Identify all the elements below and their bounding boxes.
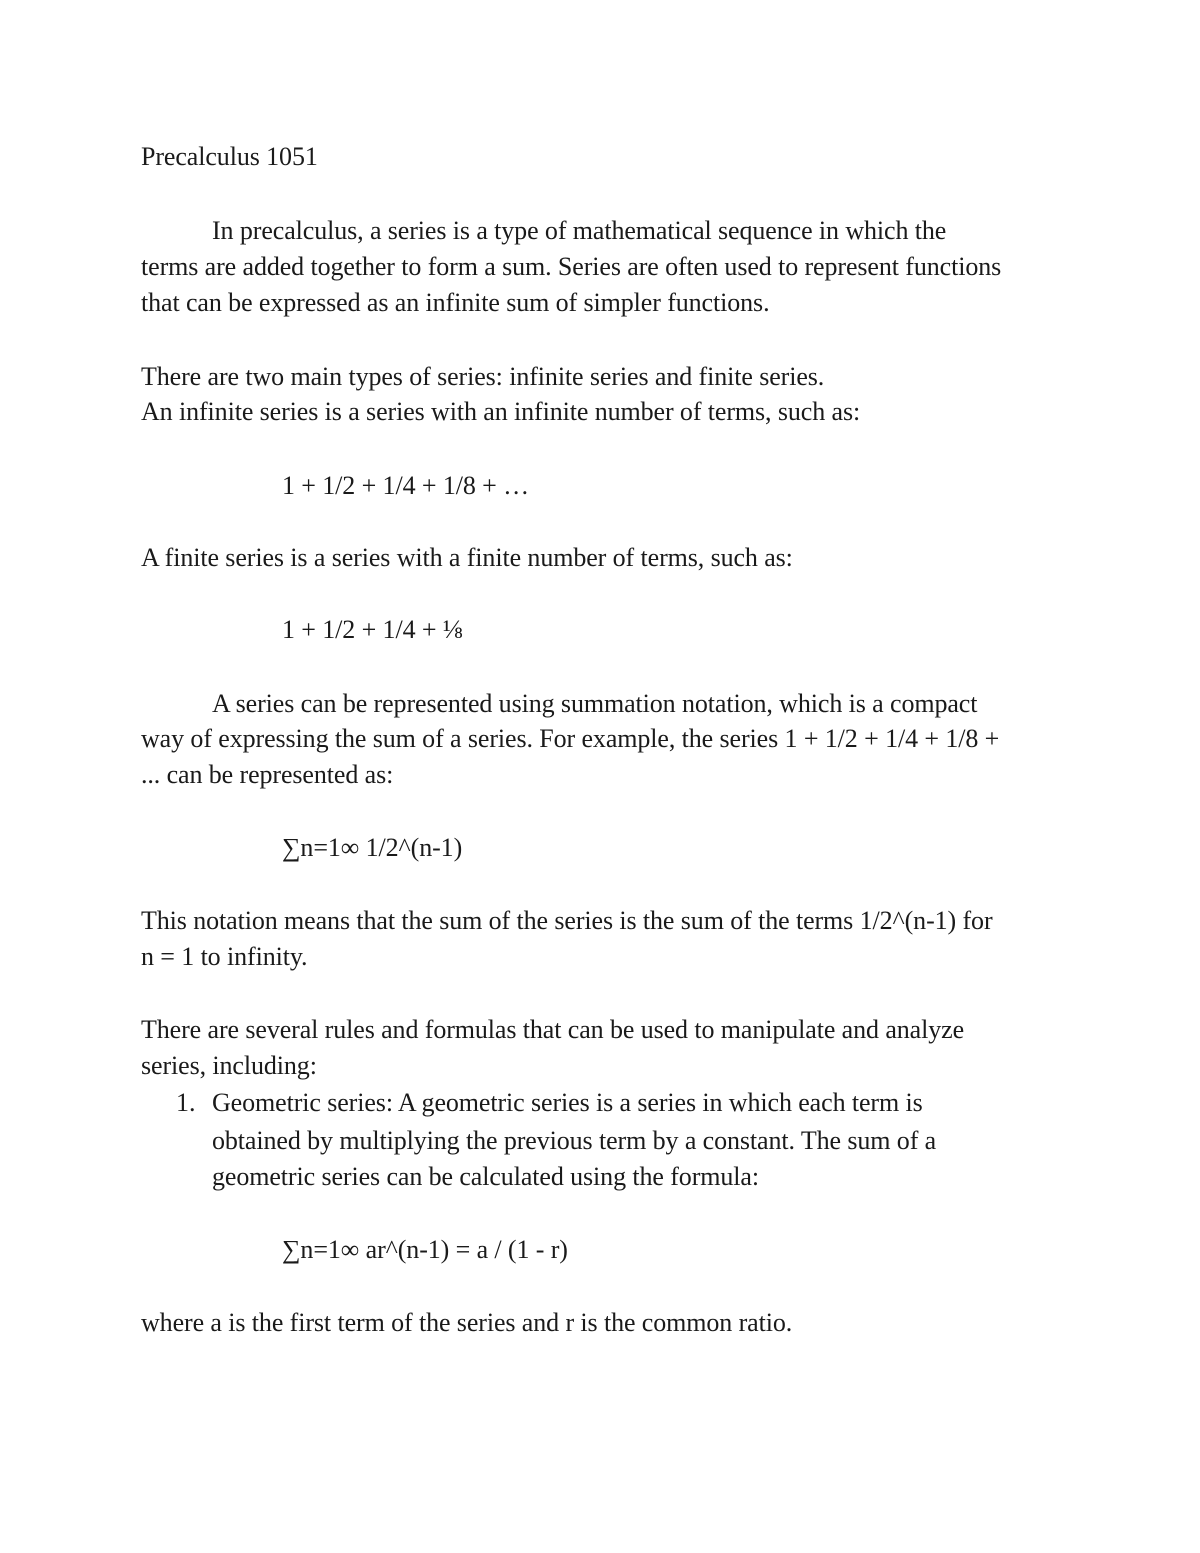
where-line: where a is the first term of the series and r is the common ratio.: [141, 1308, 793, 1337]
intro-line-3: that can be expressed as an infinite sum of simpler functions.: [141, 288, 770, 317]
intro-line-2: terms are added together to form a sum. Series are often used to represent functions: [141, 252, 1002, 281]
types-line: There are two main types of series: infinite series and finite series.: [141, 362, 825, 391]
geometric-formula: ∑n=1∞ ar^(n-1) = a / (1 - r): [282, 1235, 568, 1264]
document-title: Precalculus 1051: [141, 142, 318, 171]
finite-series-line: A finite series is a series with a finite number of terms, such as:: [141, 543, 793, 572]
infinite-series-example: 1 + 1/2 + 1/4 + 1/8 + …: [282, 471, 530, 500]
list-item-line-1: Geometric series: A geometric series is a series in which each term is: [212, 1088, 923, 1117]
notation-line-1: This notation means that the sum of the series is the sum of the terms 1/2^(n-1) for: [141, 906, 993, 935]
rules-line-1: There are several rules and formulas that can be used to manipulate and analyze: [141, 1015, 965, 1044]
summation-line-1: A series can be represented using summation notation, which is a compact: [212, 689, 978, 718]
notation-line-2: n = 1 to infinity.: [141, 942, 308, 971]
intro-line-1: In precalculus, a series is a type of mathematical sequence in which the: [212, 216, 947, 245]
finite-series-example: 1 + 1/2 + 1/4 + ⅛: [282, 615, 463, 644]
list-item-line-3: geometric series can be calculated using the formula:: [212, 1162, 759, 1191]
list-item-line-2: obtained by multiplying the previous term by a constant. The sum of a: [212, 1126, 937, 1155]
infinite-series-line: An infinite series is a series with an infinite number of terms, such as:: [141, 397, 861, 426]
summation-line-3: ... can be represented as:: [141, 760, 394, 789]
list-item-marker: 1.: [176, 1088, 196, 1117]
rules-line-2: series, including:: [141, 1051, 317, 1080]
summation-example: ∑n=1∞ 1/2^(n-1): [282, 833, 463, 862]
summation-line-2: way of expressing the sum of a series. For example, the series 1 + 1/2 + 1/4 + 1/8 +: [141, 724, 1000, 753]
